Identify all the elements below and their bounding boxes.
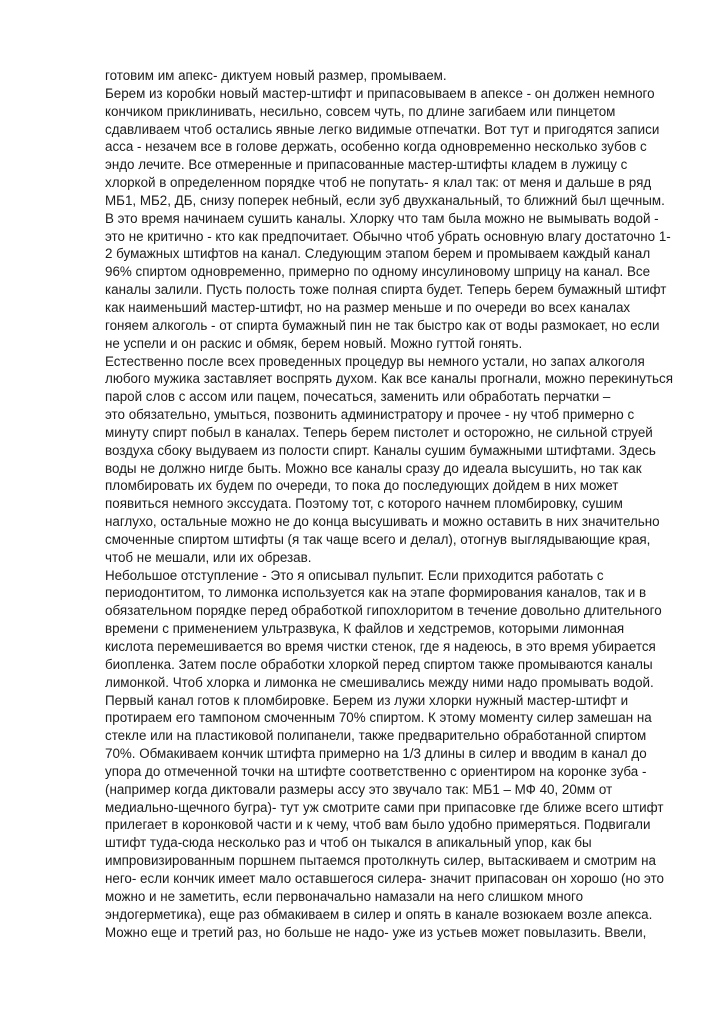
- text-line: воздуха сбоку выдуваем из полости спирт. Каналы сушим бумажными штифтами. Здесь: [105, 442, 656, 458]
- text-line: эндо лечите. Все отмеренные и припасованные мастер-штифты кладем в лужицу с: [105, 157, 628, 173]
- text-line: Берем из коробки новый мастер-штифт и припасовываем в апексе - он должен немного: [105, 85, 655, 101]
- text-line: времени с применением ультразвука, К файлов и хедстремов, которыми лимонная: [105, 621, 625, 637]
- text-line: штифт туда-сюда несколько раз и чтоб он тыкался в апикальный упор, как бы: [105, 835, 592, 851]
- text-line: наглухо, остальные можно не до конца высушивать и можно оставить в них значительно: [105, 514, 660, 530]
- text-line: В это время начинаем сушить каналы. Хлорку что там была можно не вымывать водой -: [105, 210, 659, 226]
- text-line: асса - незачем все в голове держать, особенно когда одновременно несколько зубов с: [105, 139, 647, 155]
- text-line: него- если кончик имеет мало оставшегося силера- значит припасован он хорошо (но это: [105, 870, 665, 886]
- text-line: 96% спиртом одновременно, примерно по одному инсулиновому шприцу на канал. Все: [105, 264, 651, 280]
- document-text-block: [105, 67, 673, 941]
- text-line: пломбировать их будем по очереди, то пока до последующих дойдем в них может: [105, 478, 619, 494]
- text-line: кислота перемешивается во время чистки стенок, где я надеюсь, в это время убирается: [105, 639, 656, 654]
- text-line: 70%. Обмакиваем кончик штифта примерно на 1/3 длины в силер и вводим в канал до: [105, 746, 647, 762]
- text-line: как наименьший мастер-штифт, но на размер меньше и по очереди во всех каналах: [105, 299, 631, 315]
- text-line: это не критично - кто как предпочитает. Обычно чтоб убрать основную влагу достаточно 1-: [105, 228, 671, 244]
- text-line: биопленка. Затем после обработки хлоркой перед спиртом также промываются каналы: [105, 656, 653, 672]
- text-line: парой слов с ассом или пацем, почесаться, заменить или обработать перчатки –: [105, 389, 611, 405]
- text-line: чтоб не мешали, или их обрезав.: [105, 549, 312, 565]
- text-line: медиально-щечного бугра)- тут уж смотрите сами при припасовке где ближе всего штифт: [105, 799, 664, 815]
- text-line: обязательном порядке перед обработкой гипохлоритом в течение довольно длительного: [105, 603, 662, 619]
- text-line: не успели и он раскис и обмяк, берем новый. Можно гуттой гонять.: [105, 335, 523, 351]
- text-line: лимонкой. Чтоб хлорка и лимонка не смешивались между ними надо промывать водой.: [105, 674, 654, 690]
- text-line: смоченные спиртом штифты (я так чаще всего и делал), отогнув выглядывающие края,: [105, 531, 651, 547]
- text-line: это обязательно, умыться, позвонить администратору и прочее - ну чтоб примерно с: [105, 407, 635, 423]
- text-line: каналы залили. Пусть полость тоже полная спирта будет. Теперь берем бумажный штифт: [105, 282, 667, 298]
- text-line: появиться немного экссудата. Поэтому тот, с которого начнем пломбировку, сушим: [105, 496, 623, 512]
- text-line: Первый канал готов к пломбировке. Берем из лужи хлорки нужный мастер-штифт и: [105, 692, 629, 708]
- text-line: можно и не заметить, если первоначально намазали на него слишком много: [105, 888, 584, 904]
- text-line: хлоркой в определенном порядке чтоб не попутать- я клал так: от меня и дальше в ряд: [105, 175, 652, 191]
- text-line: Небольшое отступление - Это я описывал пульпит. Если приходится работать с: [105, 567, 604, 583]
- text-line: МБ1, МБ2, ДБ, снизу поперек небный, если зуб двухканальный, то ближний был щечным.: [105, 192, 665, 208]
- text-line: кончиком приклинивать, несильно, совсем чуть, по длине загибаем или пинцетом: [105, 103, 616, 119]
- text-line: сдавливаем чтоб остались явные легко видимые отпечатки. Вот тут и пригодятся записи: [105, 121, 660, 137]
- text-line: эндогерметика), еще раз обмакиваем в силер и опять в канале возюкаем возле апекса.: [105, 906, 653, 922]
- text-line: упора до отмеченной точки на штифте соответственно с ориентиром на коронке зуба -: [105, 763, 647, 779]
- text-line: воды не должно нигде быть. Можно все каналы сразу до идеала высушить, но так как: [105, 460, 642, 476]
- text-line: готовим им апекс- диктуем новый размер, промываем.: [105, 68, 447, 83]
- text-line: 2 бумажных штифтов на канал. Следующим этапом берем и промываем каждый канал: [105, 246, 651, 262]
- text-line: импровизированным поршнем пытаемся протолкнуть силер, вытаскиваем и смотрим на: [105, 853, 656, 869]
- text-line: периодонтитом, то лимонка используется как на этапе формирования каналов, так и в: [105, 585, 647, 601]
- text-line: прилегает в коронковой части и к чему, чтоб вам было удобно примеряться. Подвигали: [105, 817, 651, 833]
- text-line: Можно еще и третий раз, но больше не надо- уже из устьев может повылазить. Ввели,: [105, 924, 647, 940]
- text-line: протираем его тампоном смоченным 70% спиртом. К этому моменту силер замешан на: [105, 710, 652, 726]
- text-line: минуту спирт побыл в каналах. Теперь берем пистолет и осторожно, не сильной струей: [105, 424, 653, 440]
- text-line: гоняем алкоголь - от спирта бумажный пин не так быстро как от воды размокает, но если: [105, 317, 660, 333]
- text-line: (например когда диктовали размеры ассу это звучало так: МБ1 – МФ 40, 20мм от: [105, 781, 613, 797]
- text-line: стекле или на пластиковой полипанели, также предварительно обработанной спиртом: [105, 728, 647, 744]
- text-line: любого мужика заставляет воспрять духом. Как все каналы прогнали, можно перекинуться: [105, 371, 673, 387]
- text-line: Естественно после всех проведенных процедур вы немного устали, но запах алкоголя: [105, 353, 645, 369]
